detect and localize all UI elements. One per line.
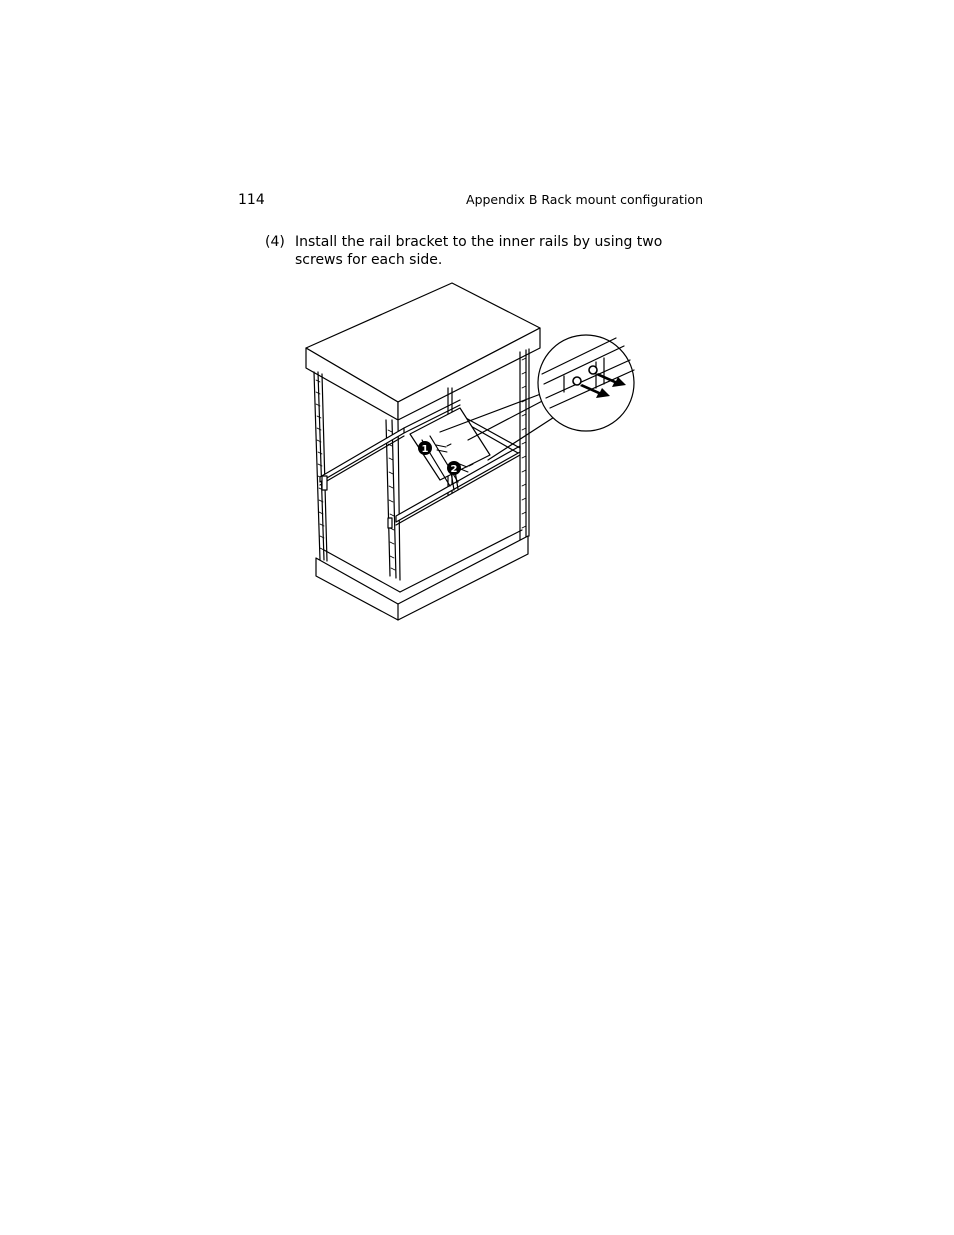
running-header: Appendix B Rack mount configuration bbox=[466, 192, 703, 207]
rack-base bbox=[316, 530, 528, 620]
callout-1 bbox=[418, 441, 432, 455]
magnified-detail bbox=[538, 335, 634, 431]
callout-1-label: 1 bbox=[421, 444, 429, 455]
page-number: 114 bbox=[238, 192, 265, 208]
rack-top-panel bbox=[306, 283, 540, 420]
instruction-step bbox=[265, 233, 705, 269]
rack-rail-illustration bbox=[300, 280, 640, 630]
step-number: (4) bbox=[265, 234, 285, 250]
callout-2-label: 2 bbox=[450, 464, 458, 475]
rack-side-rails bbox=[320, 400, 520, 528]
callout-2 bbox=[447, 461, 461, 475]
step-text: Install the rail bracket to the inner rails by using two screws for each side. bbox=[295, 234, 663, 268]
